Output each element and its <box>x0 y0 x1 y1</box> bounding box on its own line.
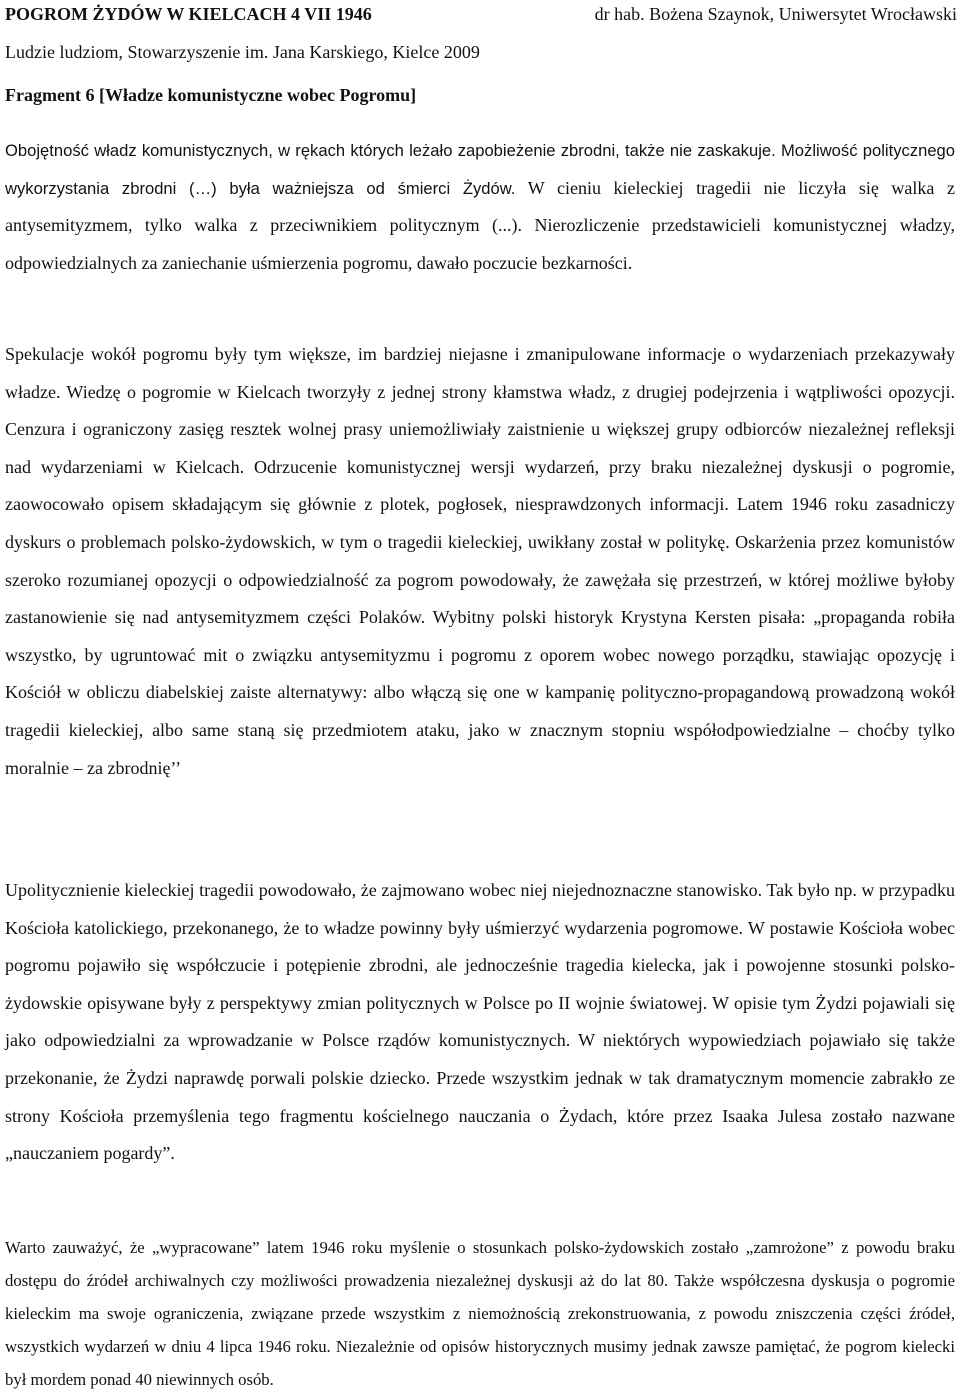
paragraph-4: Warto zauważyć, że „wypracowane” latem 1946 roku myślenie o stosunkach polsko-żydowskich zostało „zamrożone” z powodu braku dostępu do źródeł archiwalnych czy możliwości prowadzenia niezależnej dyskusji aż do lat 80. Także współczesna dyskusja o pogromie kieleckim ma swoje ograniczenia, związane przede wszystkim z niemożnością zrekonstruowania, z powodu zniszczenia części źródeł, wszystkich wydarzeń w dniu 4 lipca 1946 roku. Niezależnie od opisów historycznych musimy jednak zawsze pamiętać, że pogrom kielecki był mordem ponad 40 niewinnych osób. <box>5 1238 955 1390</box>
paragraph-1-sans-text: Obojętność władz komunistycznych, w rękach których leżało zapobieżenie zbrodni, także nie zaskakuje. Możliwość politycznego wykorzystania zbrodni (…) była ważniejsza od śmierci Żydów. <box>5 141 955 198</box>
paragraph-1 <box>5 132 955 282</box>
document-title: POGROM ŻYDÓW W KIELCACH 4 VII 1946 <box>5 4 372 24</box>
author-line: dr hab. Bożena Szaynok, Uniwersytet Wrocławski <box>594 4 957 24</box>
source-line: Ludzie ludziom, Stowarzyszenie im. Jana Karskiego, Kielce 2009 <box>5 42 480 62</box>
paragraph-1-serif-text: W cieniu kieleckiej tragedii nie liczyła się walka z antysemityzmem, tylko walka z przeciwnikiem politycznym (...). Nierozliczenie przedstawicieli komunistycznej władzy, odpowiedzialnych za zaniechanie uśmierzenia pogromu, dawało poczucie bezkarności. <box>5 177 955 273</box>
paragraph-2: Spekulacje wokół pogromu były tym większe, im bardziej niejasne i zmanipulowane informacje o wydarzeniach przekazywały władze. Wiedzę o pogromie w Kielcach tworzyły z jednej strony kłamstwa władz, z drugiej podejrzenia i wątpliwości opozycji. Cenzura i ograniczony zasięg resztek wolnej prasy uniemożliwiały zaistnienie u większej grupy odbiorców niezależnej refleksji nad wydarzeniami w Kielcach. Odrzucenie komunistycznej wersji wydarzeń, przy braku niezależnej dyskusji o pogromie, zaowocowało opisem składającym się głównie z plotek, pogłosek, niesprawdzonych informacji. Latem 1946 roku zasadniczy dyskurs o problemach polsko-żydowskich, w tym o tragedii kieleckiej, uwikłany został w politykę. Oskarżenia przez komunistów szeroko rozumianej opozycji o odpowiedzialność za pogrom powodowały, że zawężała się przestrzeń, w której możliwe byłoby zastanowienie się nad antysemityzmem części Polaków. Wybitny polski historyk Krystyna Kersten pisała: „propaganda robiła wszystko, by ugruntować mit o związku antysemityzmu i pogromu z oporem wobec nowego porządku, stawiając opozycję i Kościół w obliczu diabelskiej zaiste alternatywy: albo włączą się one w kampanię polityczno-propagandową prowadzoną wokół tragedii kieleckiej, albo same staną się przedmiotem ataku, jako w znacznym stopniu współodpowiedzialne – choćby tylko moralnie – za zbrodnię’’ <box>5 344 955 778</box>
header-row <box>5 4 957 30</box>
paragraph-3: Upolitycznienie kieleckiej tragedii powodowało, że zajmowano wobec niej niejednoznaczne stanowisko. Tak było np. w przypadku Kościoła katolickiego, przekonanego, że to władze powinny były uśmierzyć wydarzenia pogromowe. W postawie Kościoła wobec pogromu pojawiło się współczucie i potępienie zbrodni, ale jednocześnie tragedia kielecka, jak i powojenne stosunki polsko-żydowskie opisywane były z perspektywy zmian politycznych w Polsce po II wojnie światowej. W opisie tym Żydzi pojawiali się jako odpowiedzialni za wprowadzanie w Polsce rządów komunistycznych. W niektórych wypowiedziach pojawiało się także przekonanie, że Żydzi naprawdę porwali polskie dziecko. Przede wszystkim jednak w tak dramatycznym momencie zabrakło ze strony Kościoła przemyślenia tego fragmentu kościelnego nauczania o Żydach, które przez Isaaka Julesa zostało nazwane „nauczaniem pogardy”. <box>5 880 955 1164</box>
fragment-heading: Fragment 6 [Władze komunistyczne wobec Pogromu] <box>5 85 417 105</box>
